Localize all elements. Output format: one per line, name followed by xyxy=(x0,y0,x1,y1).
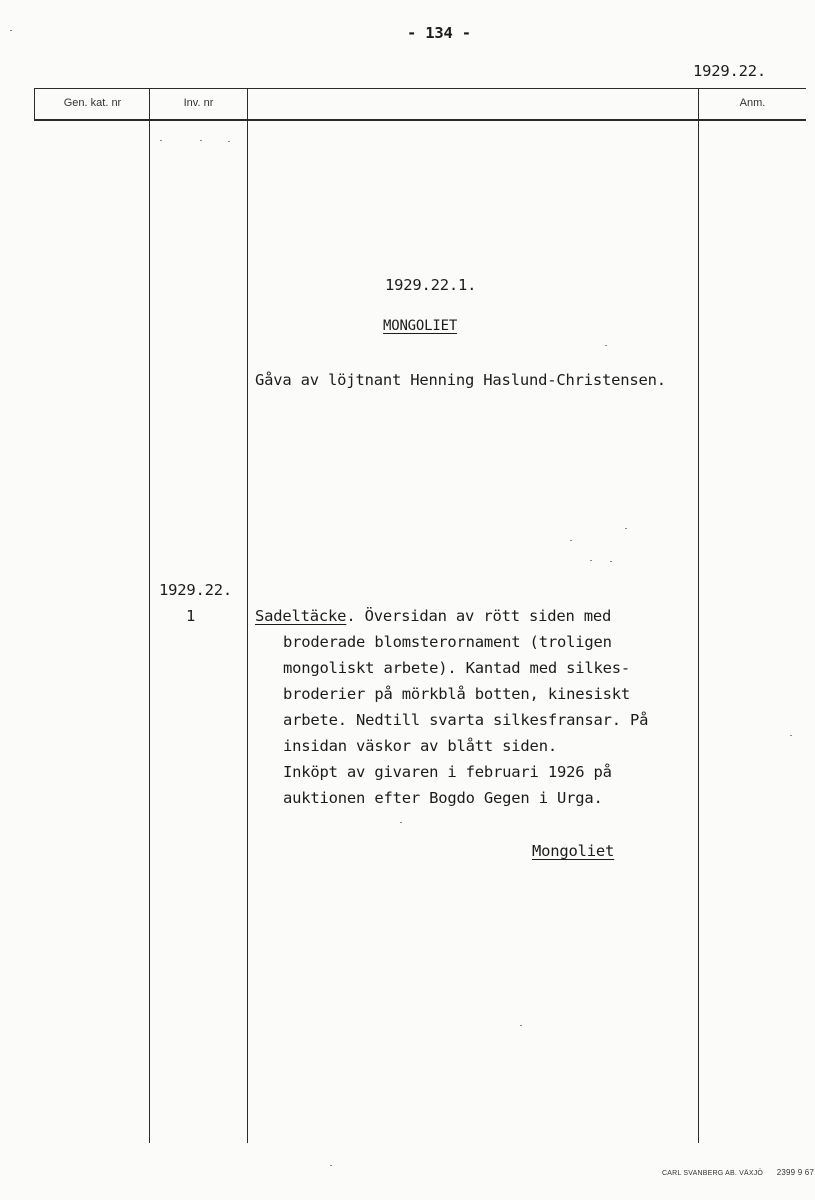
form-code: 2399 9 67 xyxy=(776,1168,815,1177)
paper-speck xyxy=(400,822,402,823)
paper-speck xyxy=(790,735,792,736)
inventory-subnumber: 1 xyxy=(186,607,196,625)
column-header-anm: Anm. xyxy=(739,97,766,109)
paper-speck xyxy=(10,30,12,31)
column-divider-desc-anm xyxy=(698,88,699,1143)
entry-region-tag: Mongoliet xyxy=(532,842,615,860)
entry-first-line-rest: Översidan av rött siden med xyxy=(355,607,612,625)
paper-speck xyxy=(625,528,627,529)
paper-speck xyxy=(200,140,202,141)
entry-title: Sadeltäcke xyxy=(255,607,347,625)
entry-line: mongoliskt arbete). Kantad med silkes- xyxy=(283,659,631,677)
entry-line: broderier på mörkblå botten, kinesiskt xyxy=(283,685,631,703)
paper-speck xyxy=(520,1025,522,1026)
column-divider-gen-inv xyxy=(149,88,150,1143)
entry-line: Inköpt av givaren i februari 1926 på xyxy=(283,763,612,781)
page-number: - 134 - xyxy=(407,24,471,42)
entry-title-punct: . xyxy=(346,607,356,625)
column-edge-left xyxy=(34,88,35,120)
paper-speck xyxy=(570,540,572,541)
header-reference: 1929.22. xyxy=(693,62,767,80)
printer-mark xyxy=(662,1160,814,1179)
column-header-gen-kat-nr: Gen. kat. nr xyxy=(63,97,122,109)
column-header-inv-nr: Inv. nr xyxy=(183,97,214,109)
column-divider-inv-desc xyxy=(247,88,248,1143)
collection-number: 1929.22.1. xyxy=(385,276,477,294)
paper-speck xyxy=(228,141,230,142)
paper-speck xyxy=(590,560,592,561)
paper-speck xyxy=(610,561,612,562)
entry-line: broderade blomsterornament (troligen xyxy=(283,633,612,651)
inventory-number: 1929.22. xyxy=(159,581,233,599)
paper-speck xyxy=(160,140,162,141)
donor-line: Gåva av löjtnant Henning Haslund-Christensen. xyxy=(255,371,666,389)
entry-line: arbete. Nedtill svarta silkesfransar. På xyxy=(283,711,649,729)
paper-speck xyxy=(330,1165,332,1166)
entry-line: insidan väskor av blått siden. xyxy=(283,737,557,755)
printer-name: CARL SVANBERG AB. VÄXJÖ xyxy=(662,1170,764,1177)
entry-line: auktionen efter Bogdo Gegen i Urga. xyxy=(283,789,603,807)
paper-speck xyxy=(605,345,607,346)
collection-region: MONGOLIET xyxy=(383,318,458,334)
entry-first-line xyxy=(255,607,611,625)
